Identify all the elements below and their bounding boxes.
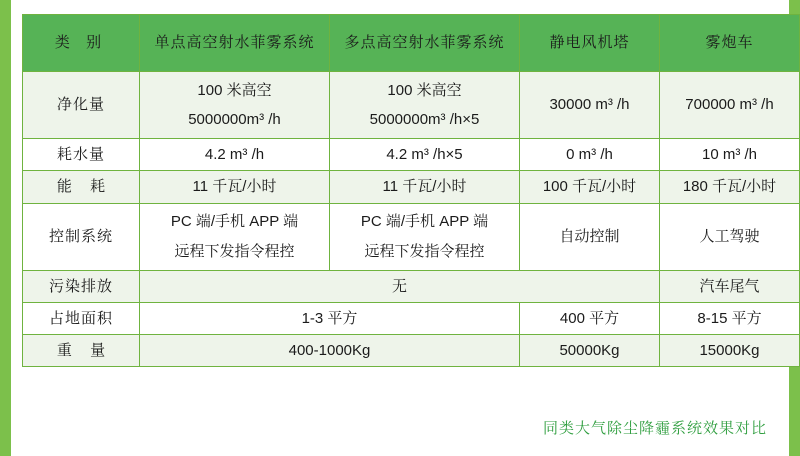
cell-weight-truck: 15000Kg — [660, 335, 800, 367]
row-label-purification: 净化量 — [23, 72, 140, 139]
cell-energy-truck: 180 千瓦/小时 — [660, 171, 800, 203]
cell-line: 5000000m³ /h — [188, 111, 281, 128]
cell-line: PC 端/手机 APP 端 — [360, 213, 489, 231]
table-container — [22, 14, 800, 367]
cell-purification-single — [140, 72, 330, 139]
cell-weight-tower: 50000Kg — [520, 335, 660, 367]
cell-line: 远程下发指令程控 — [174, 242, 295, 260]
row-label-water-usage: 耗水量 — [23, 139, 140, 171]
cell-line: 100 米高空 — [387, 81, 462, 99]
cell-line: 远程下发指令程控 — [364, 242, 485, 260]
header-row — [23, 15, 800, 72]
cell-control-truck: 人工驾驶 — [660, 203, 800, 270]
cell-control-multi — [330, 203, 520, 270]
table-row — [23, 270, 800, 302]
cell-line: 30000 m³ /h — [549, 96, 630, 114]
cell-water-single: 4.2 m³ /h — [140, 139, 330, 171]
cell-purification-tower — [520, 72, 660, 139]
table-row — [23, 302, 800, 334]
header-cell-fog-cannon-truck: 雾炮车 — [660, 15, 800, 72]
header-cell-category: 类 别 — [23, 15, 140, 72]
footer-caption: 同类大气除尘降霾系统效果对比 — [542, 420, 767, 437]
table-row — [23, 72, 800, 139]
table-row — [23, 171, 800, 203]
cell-water-tower: 0 m³ /h — [520, 139, 660, 171]
cell-line: 700000 m³ /h — [685, 96, 774, 114]
comparison-table — [22, 14, 800, 367]
table-row — [23, 335, 800, 367]
cell-line: 5000000m³ /h×5 — [369, 111, 480, 128]
row-label-energy: 能 耗 — [23, 171, 140, 203]
cell-line: 100 米高空 — [197, 81, 272, 99]
cell-pollution-truck: 汽车尾气 — [660, 270, 800, 302]
cell-water-multi: 4.2 m³ /h×5 — [330, 139, 520, 171]
cell-energy-tower: 100 千瓦/小时 — [520, 171, 660, 203]
table-row — [23, 139, 800, 171]
header-cell-multi-point: 多点高空射水菲雾系统 — [330, 15, 520, 72]
cell-footprint-systems: 1-3 平方 — [140, 302, 520, 334]
cell-footprint-truck: 8-15 平方 — [660, 302, 800, 334]
cell-line: PC 端/手机 APP 端 — [170, 213, 299, 231]
cell-footprint-tower: 400 平方 — [520, 302, 660, 334]
header-cell-electrostatic-tower: 静电风机塔 — [520, 15, 660, 72]
table-header — [23, 15, 800, 72]
table-body — [23, 72, 800, 367]
cell-purification-truck — [660, 72, 800, 139]
cell-energy-multi: 11 千瓦/小时 — [330, 171, 520, 203]
table-row — [23, 203, 800, 270]
cell-control-tower: 自动控制 — [520, 203, 660, 270]
row-label-control-system: 控制系统 — [23, 203, 140, 270]
cell-weight-systems: 400-1000Kg — [140, 335, 520, 367]
row-label-footprint: 占地面积 — [23, 302, 140, 334]
cell-water-truck: 10 m³ /h — [660, 139, 800, 171]
cell-pollution-none: 无 — [140, 270, 660, 302]
cell-control-single — [140, 203, 330, 270]
row-label-weight: 重 量 — [23, 335, 140, 367]
cell-energy-single: 11 千瓦/小时 — [140, 171, 330, 203]
cell-purification-multi — [330, 72, 520, 139]
header-cell-single-point: 单点高空射水菲雾系统 — [140, 15, 330, 72]
row-label-pollution: 污染排放 — [23, 270, 140, 302]
